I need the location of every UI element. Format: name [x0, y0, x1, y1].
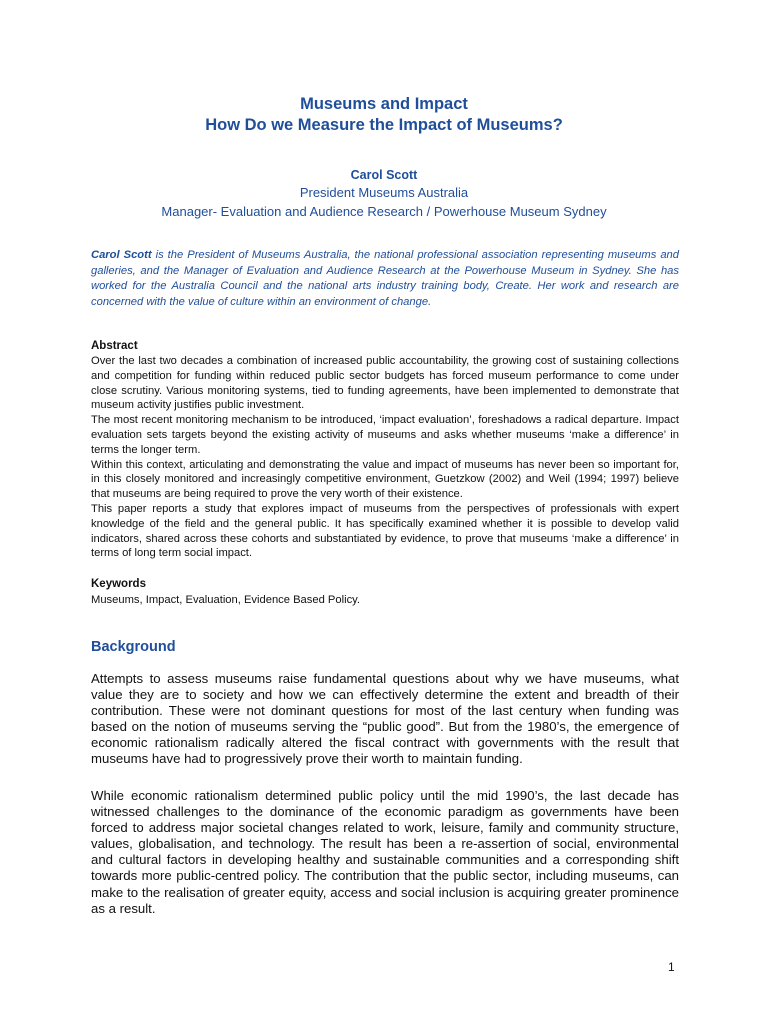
author-role-1: President Museums Australia — [299, 185, 469, 200]
author-role-2: Manager- Evaluation and Audience Research / Powerhouse Museum Sydney — [161, 203, 607, 219]
background-paragraph-1: Attempts to assess museums raise fundamental questions about why we have museums, what value they are to society and how we can effectively determine the extent and breadth of their contribution. These were not dominant questions for most of the last century when funding was based on the notion of museums serving the “public good”. But from the 1980’s, the emergence of economic rationalism radically altered the fiscal contract with governments with the result that museums have had to progressively prove their worth to maintain funding. — [91, 671, 679, 767]
title-block — [0, 94, 768, 136]
page-subtitle: How Do we Measure the Impact of Museums? — [205, 116, 563, 134]
keywords-text: Museums, Impact, Evaluation, Evidence Based Policy. — [91, 594, 361, 606]
background-heading: Background — [91, 639, 176, 655]
author-bio — [91, 248, 679, 310]
keywords-heading: Keywords — [91, 578, 146, 590]
bio-text: is the President of Museums Australia, the national professional association representing museums and galleries, and the Manager of Evaluation and Audience Research at the Powerhouse Museum in Sydney. She has worked for the Australia Council and the national arts industry training body, Create. Her work and research are concerned with the value of culture within an environment of change. — [91, 249, 679, 308]
abstract-paragraph: Within this context, articulating and demonstrating the value and impact of museums has never been so important for, in this closely monitored and increasingly competitive environment, Guetzkow (2002) and Weil (1994; 1997) believe that museums are being required to prove the very worth of their existence. — [91, 458, 679, 501]
bio-author-name: Carol Scott — [91, 249, 152, 261]
abstract-paragraph: This paper reports a study that explores impact of museums from the perspectives of professionals with expert knowledge of the field and the general public. It has specifically examined whether it is possible to develop valid indicators, shared across these cohorts and substantiated by evidence, to prove that museums ‘make a difference’ in terms of long term social impact. — [91, 502, 679, 560]
author-name: Carol Scott — [350, 168, 418, 182]
abstract-paragraph: Over the last two decades a combination of increased public accountability, the growing cost of sustaining collections and competition for funding within reduced public sector budgets has forced museum performance to come under close scrutiny. Various monitoring systems, tied to funding agreements, have been implemented to demonstrate that museum activity justifies public investment. — [91, 355, 679, 412]
background-paragraph-2: While economic rationalism determined public policy until the mid 1990’s, the last decade has witnessed challenges to the dominance of the economic paradigm as governments have been forced to address major societal changes related to work, leisure, family and community structure, values, globalisation, and technology. The result has been a re-assertion of social, environmental and cultural factors in developing healthy and sustainable communities and a corresponding shift towards more public-centred policy. The contribution that the public sector, including museums, can make to the realisation of greater equity, access and social inclusion is acquiring greater prominence as a result. — [91, 788, 679, 916]
page-number: 1 — [668, 960, 675, 974]
abstract-body — [91, 354, 679, 561]
page-title: Museums and Impact — [300, 95, 468, 113]
author-block — [0, 166, 768, 221]
abstract-paragraph: The most recent monitoring mechanism to be introduced, ‘impact evaluation’, foreshadows a radical departure. Impact evaluation sets targets beyond the existing activity of museums and asks whether museums ‘make a difference’ in terms the longer term. — [91, 414, 679, 456]
abstract-heading: Abstract — [91, 340, 138, 352]
